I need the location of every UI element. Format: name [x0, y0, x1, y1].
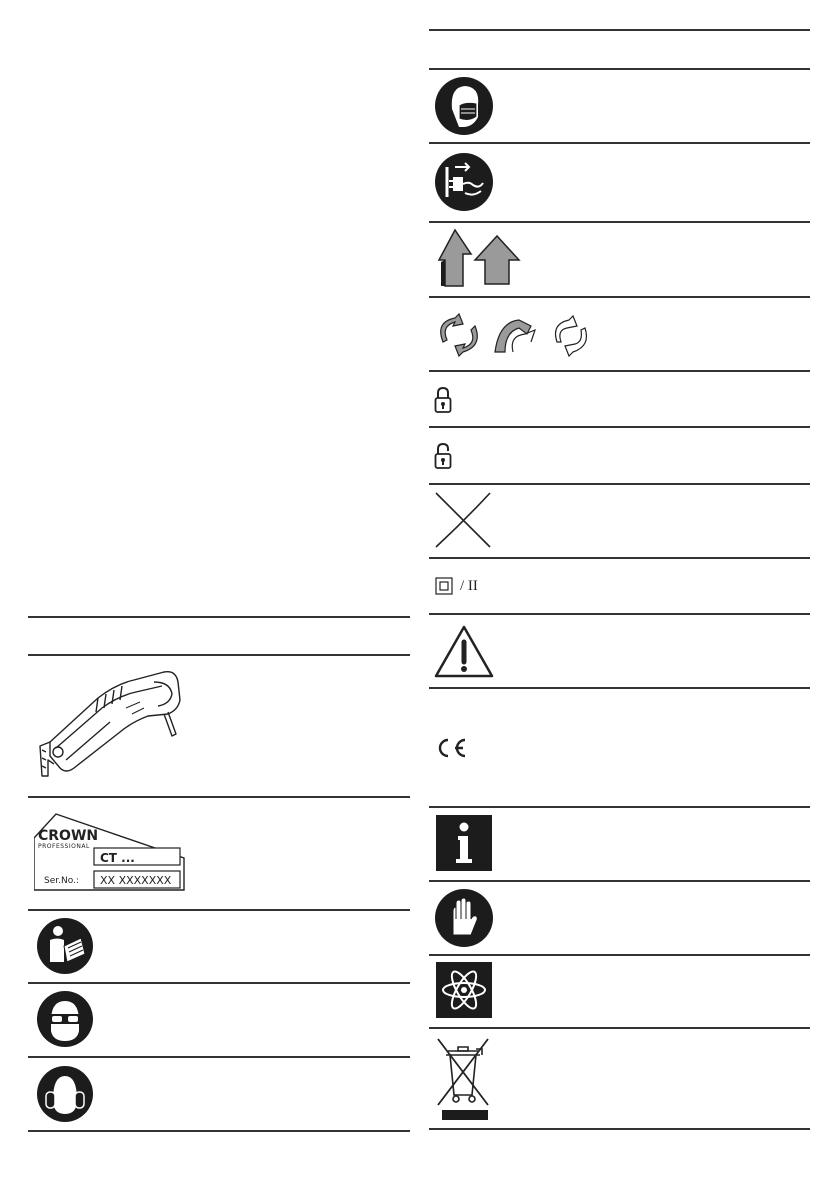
right-rule-9: [429, 557, 810, 559]
plate-brand-sub: PROFESSIONAL: [38, 843, 90, 850]
left-rule-2: [28, 654, 410, 656]
right-rule-6: [429, 370, 810, 372]
left-rule-3: [28, 796, 410, 798]
plate-serial-label: Ser.No.:: [44, 876, 79, 886]
right-rule-13: [429, 880, 810, 882]
reciprocating-saw-image: [36, 664, 186, 784]
right-rule-2: [429, 68, 810, 70]
gloves-icon: [435, 889, 493, 947]
rating-plate-image: [34, 812, 186, 896]
plate-serial-value: XX XXXXXXX: [100, 874, 172, 887]
class-ii-label: / II: [460, 578, 478, 594]
left-rule-5: [28, 982, 410, 984]
right-rule-7: [429, 426, 810, 428]
radiation-icon: [436, 962, 492, 1018]
eye-protection-icon: [37, 991, 93, 1047]
dust-mask-icon: [435, 77, 493, 135]
right-rule-3: [429, 142, 810, 144]
right-rule-4: [429, 221, 810, 223]
left-rule-4: [28, 909, 410, 911]
read-manual-icon: [37, 918, 93, 974]
unlock-icon: [434, 442, 452, 470]
left-rule-6: [28, 1056, 410, 1058]
weee-icon: [434, 1035, 492, 1123]
class-ii-icon: [435, 577, 453, 595]
info-icon: [436, 815, 492, 871]
plate-model: CT ...: [100, 851, 135, 865]
right-rule-12: [429, 806, 810, 808]
ce-mark-icon: [436, 737, 468, 759]
warning-icon: [433, 624, 495, 680]
rotation-icon: [435, 312, 593, 358]
unplug-icon: [435, 153, 493, 211]
left-rule-7: [28, 1130, 410, 1132]
ear-protection-icon: [37, 1066, 93, 1122]
right-rule-16: [429, 1128, 810, 1130]
plate-brand: CROWN: [38, 828, 99, 844]
right-rule-15: [429, 1027, 810, 1029]
right-rule-11: [429, 687, 810, 689]
cross-icon: [434, 491, 492, 549]
right-rule-14: [429, 954, 810, 956]
lock-icon: [434, 386, 452, 414]
direction-arrows-icon: [435, 228, 521, 288]
right-rule-5: [429, 296, 810, 298]
left-rule-1: [28, 616, 410, 618]
right-rule-1: [429, 29, 810, 31]
right-rule-8: [429, 483, 810, 485]
right-rule-10: [429, 613, 810, 615]
